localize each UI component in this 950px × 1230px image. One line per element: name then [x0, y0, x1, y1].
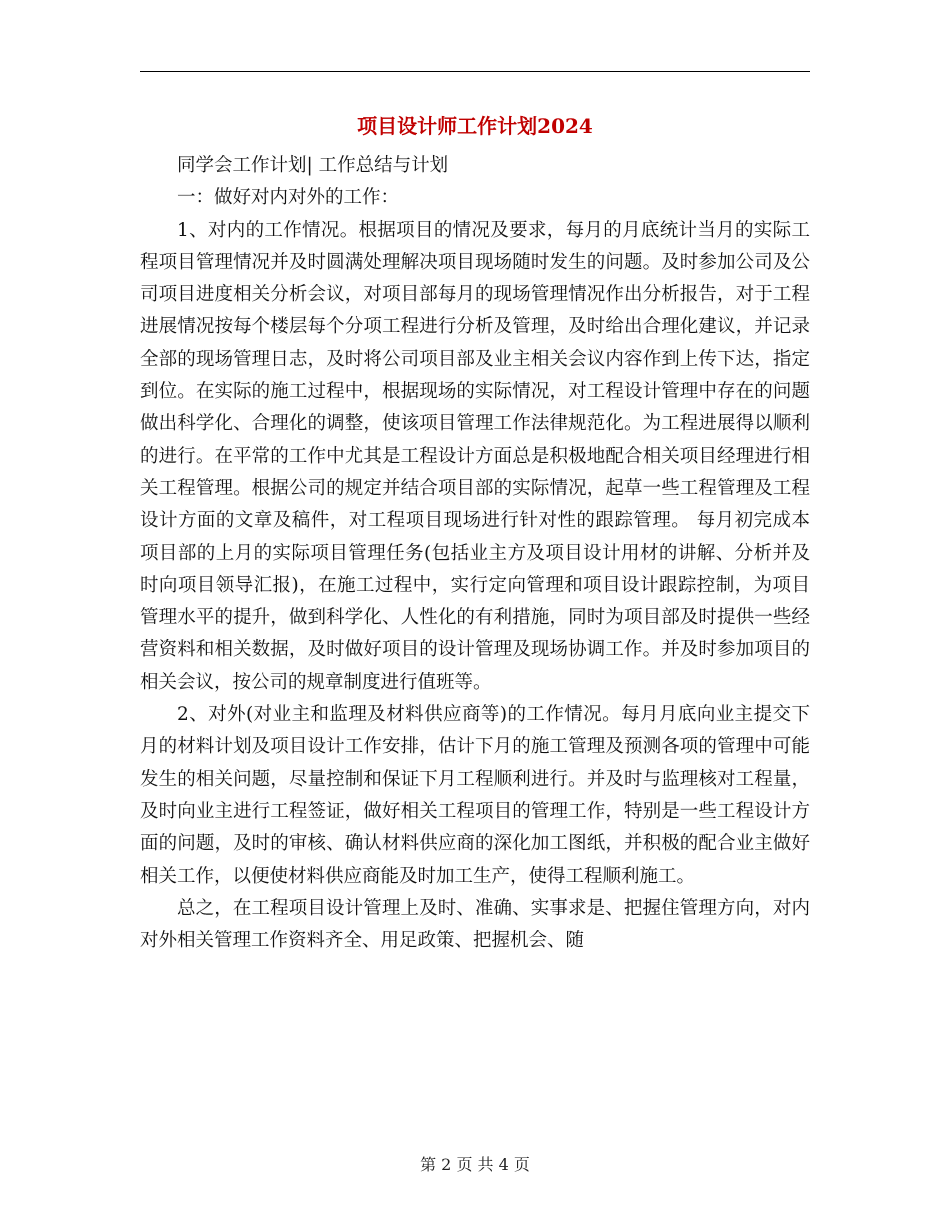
body-paragraph-internal: 1、对内的工作情况。根据项目的情况及要求，每月的月底统计当月的实际工程项目管理情况并及时圆满处理解决项目现场随时发生的问题。及时参加公司及公司项目进度相关分析会议，对项目部每月的现场管理情况作出分析报告，对于工程进展情况按每个楼层每个分项工程进行分析及管理，及时给出合理化建议，并记录全部的现场管理日志，及时将公司项目部及业主相关会议内容作到上传下达，指定到位。在实际的施工过程中，根据现场的实际情况，对工程设计管理中存在的问题做出科学化、合理化的调整，使该项目管理工作法律规范化。为工程进展得以顺利的进行。在平常的工作中尤其是工程设计方面总是积极地配合相关项目经理进行相关工程管理。根据公司的规定并结合项目部的实际情况，起草一些工程管理及工程设计方面的文章及稿件，对工程项目现场进行针对性的跟踪管理。 每月初完成本项目部的上月的实际项目管理任务(包括业主方及项目设计用材的讲解、分析并及时向项目领导汇报)，在施工过程中，实行定向管理和项目设计跟踪控制，为项目管理水平的提升，做到科学化、人性化的有利措施，同时为项目部及时提供一些经营资料和相关数据，及时做好项目的设计管理及现场协调工作。并及时参加项目的相关会议，按公司的规章制度进行值班等。	[140, 219, 810, 693]
header-rule	[140, 71, 810, 72]
document-body	[140, 150, 810, 957]
section-heading: 一：做好对内对外的工作：	[177, 187, 400, 209]
body-paragraph-external: 2、对外(对业主和监理及材料供应商等)的工作情况。每月月底向业主提交下月的材料计划及项目设计工作安排，估计下月的施工管理及预测各项的管理中可能发生的相关问题，尽量控制和保证下月工程顺利进行。并及时与监理核对工程量，及时向业主进行工程签证，做好相关工程项目的管理工作，特别是一些工程设计方面的问题，及时的审核、确认材料供应商的深化加工图纸，并积极的配合业主做好相关工作，以便使材料供应商能及时加工生产，使得工程顺利施工。	[140, 704, 810, 887]
subtitle-paragraph: 同学会工作计划| 工作总结与计划	[177, 155, 449, 176]
page-footer: 第 2 页 共 4 页	[420, 1155, 530, 1174]
body-paragraph-summary: 总之，在工程项目设计管理上及时、准确、实事求是、把握住管理方向，对内对外相关管理工作资料齐全、用足政策、把握机会、随	[140, 897, 810, 952]
document-title: 项目设计师工作计划2024	[357, 114, 593, 138]
